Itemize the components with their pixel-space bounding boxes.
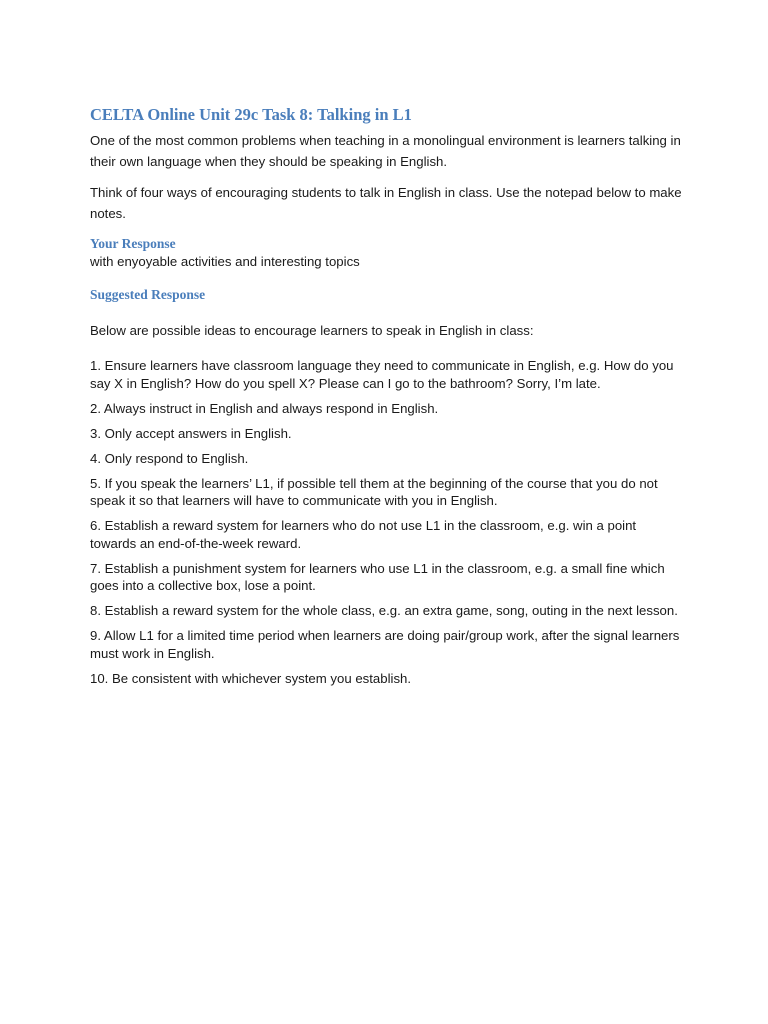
idea-item: 5. If you speak the learners’ L1, if possible tell them at the beginning of the course that you do not speak it so that learners will have to communicate with you in English. <box>90 475 658 508</box>
suggested-response-lead-in: Below are possible ideas to encourage learners to speak in English in class: <box>90 323 534 338</box>
idea-item: 4. Only respond to English. <box>90 450 249 466</box>
idea-item: 1. Ensure learners have classroom language they need to communicate in English, e.g. How do you say X in English? How do you spell X? Please can I go to the bathroom? Sorry, I’m late. <box>90 358 674 391</box>
document-page <box>90 104 682 695</box>
ideas-list <box>90 357 682 687</box>
idea-item: 7. Establish a punishment system for learners who use L1 in the classroom, e.g. a small fine which goes into a collective box, lose a point. <box>90 560 665 593</box>
idea-item: 3. Only accept answers in English. <box>90 425 292 441</box>
idea-item: 2. Always instruct in English and always respond in English. <box>90 400 439 416</box>
idea-item: 10. Be consistent with whichever system you establish. <box>90 670 412 686</box>
your-response-heading: Your Response <box>90 236 176 251</box>
idea-item: 8. Establish a reward system for the whole class, e.g. an extra game, song, outing in the next lesson. <box>90 603 678 618</box>
your-response-text: with enyoyable activities and interesting topics <box>90 254 360 269</box>
document-title: CELTA Online Unit 29c Task 8: Talking in L1 <box>90 105 412 124</box>
intro-paragraph-1: One of the most common problems when teaching in a monolingual environment is learners talking in their own language when they should be speaking in English. <box>90 133 681 169</box>
intro-paragraph-2: Think of four ways of encouraging students to talk in English in class. Use the notepad below to make notes. <box>90 185 682 221</box>
idea-item: 6. Establish a reward system for learners who do not use L1 in the classroom, e.g. win a point towards an end-of-the-week reward. <box>90 518 637 551</box>
idea-item: 9. Allow L1 for a limited time period when learners are doing pair/group work, after the signal learners must work in English. <box>90 628 680 661</box>
suggested-response-heading: Suggested Response <box>90 287 206 302</box>
